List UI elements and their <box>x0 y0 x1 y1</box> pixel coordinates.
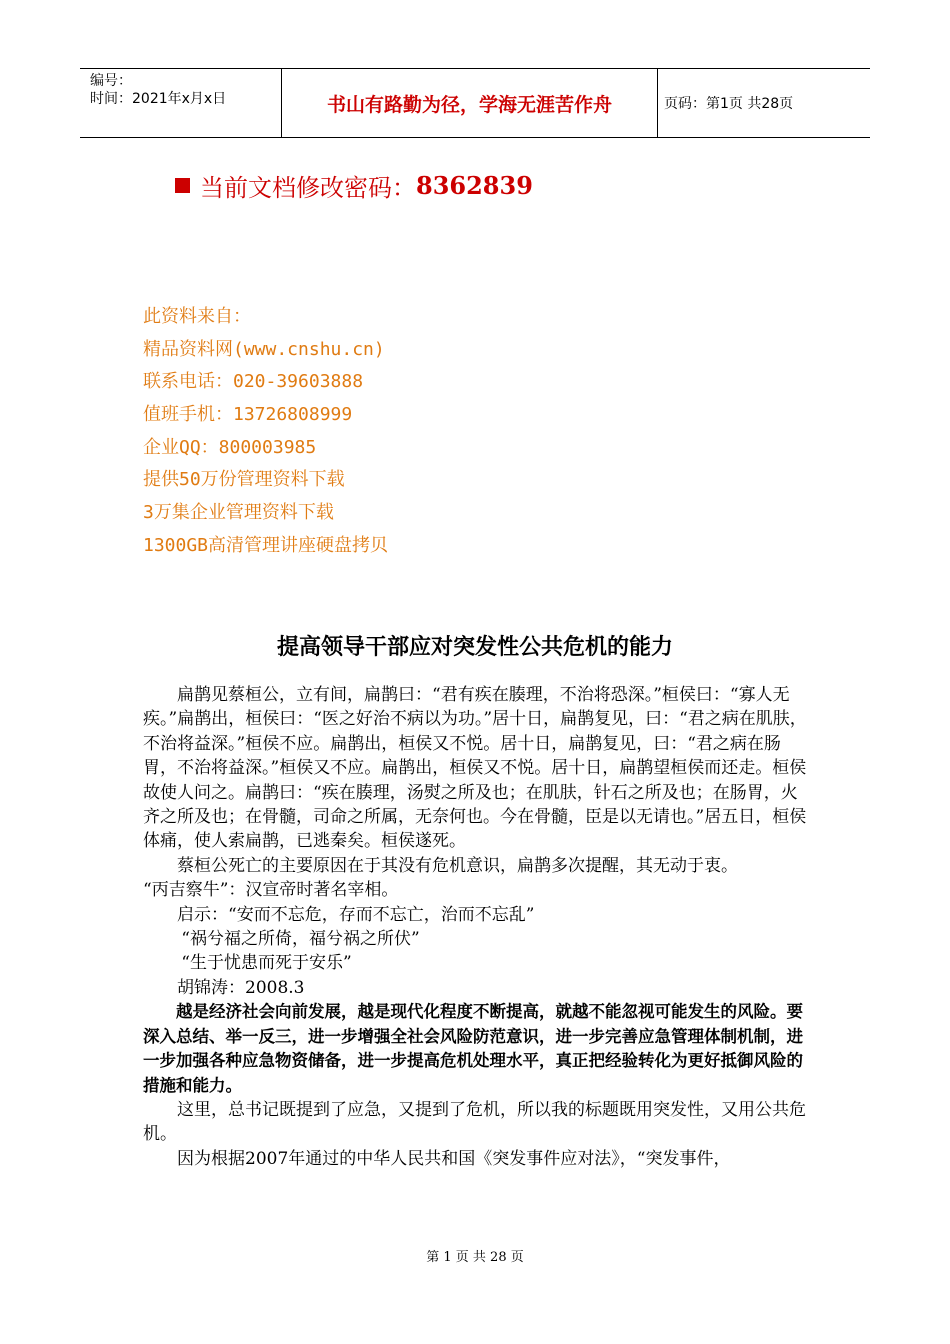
paragraph: 这里，总书记既提到了应急，又提到了危机，所以我的标题既用突发性，又用公共危机。 <box>143 1099 806 1145</box>
page-footer: 第 1 页 共 28 页 <box>426 1250 524 1265</box>
paragraph: 启示：“安而不忘危，存而不忘亡，治而不忘乱” <box>177 904 535 925</box>
article-body <box>143 683 813 1171</box>
source-mobile: 值班手机：13726808999 <box>143 404 353 426</box>
source-phone: 联系电话：020-39603888 <box>143 371 364 393</box>
source-info-block <box>143 303 388 565</box>
quote-line: “祸兮福之所倚，福兮祸之所伏” <box>181 929 420 950</box>
paragraph: “丙吉察牛”：汉宣帝时著名宰相。 <box>143 880 399 901</box>
document-number: 编号： <box>90 73 132 89</box>
paragraph: 因为根据2007年通过的中华人民共和国《突发事件应对法》，“突发事件， <box>177 1148 731 1169</box>
paragraph: 扁鹊见蔡桓公，立有间，扁鹊曰：“君有疾在腠理，不治将恐深。”桓侯曰：“寡人无疾。”扁鹊出，桓侯曰：“医之好治不病以为功。”居十日，扁鹊复见，曰：“君之病在肌肤，不治将益深。”桓侯不应。扁鹊出，桓侯又不悦。居十日，扁鹊复见，曰：“君之病在肠胃，不治将益深。”桓侯又不应。扁鹊出，桓侯又不悦。居十日，扁鹊望桓侯而还走。桓侯故使人问之。扁鹊曰：“疾在腠理，汤熨之所及也；在肌肤，针石之所及也；在肠胃，火齐之所及也；在骨髓，司命之所属，无奈何也。今在骨髓，臣是以无请也。”居五日，桓侯体痛，使人索扁鹊，已逃秦矣。桓侯遂死。 <box>143 685 807 852</box>
password-notice <box>175 168 533 203</box>
paragraph: 胡锦涛：2008.3 <box>177 977 305 998</box>
header-motto: 书山有路勤为径，学海无涯苦作舟 <box>282 69 658 137</box>
source-line: 3万集企业管理资料下载 <box>143 502 334 524</box>
source-line: 此资料来自： <box>143 306 251 327</box>
header-meta <box>80 69 282 137</box>
source-website: 精品资料网(www.cnshu.cn) <box>143 338 385 360</box>
password-code: 8362839 <box>416 171 533 200</box>
password-label: 当前文档修改密码： <box>200 174 416 202</box>
header-page-info: 页码：第1页 共28页 <box>664 96 794 112</box>
source-line: 提供50万份管理资料下载 <box>143 469 345 491</box>
source-line: 1300GB高清管理讲座硬盘拷贝 <box>143 534 389 556</box>
document-time: 时间：2021年x月x日 <box>90 91 227 107</box>
paragraph: 蔡桓公死亡的主要原因在于其没有危机意识，扁鹊多次提醒，其无动于衷。 <box>177 855 738 876</box>
page-header <box>80 68 870 138</box>
quote-line: “生于忧患而死于安乐” <box>181 953 352 974</box>
source-qq: 企业QQ：800003985 <box>143 436 317 458</box>
article-title: 提高领导干部应对突发性公共危机的能力 <box>276 635 673 660</box>
square-bullet-icon <box>175 178 190 193</box>
bold-quote-paragraph: 越是经济社会向前发展，越是现代化程度不断提高，就越不能忽视可能发生的风险。要深入总结、举一反三，进一步增强全社会风险防范意识，进一步完善应急管理体制机制，进一步加强各种应急物资储备，进一步提高危机处理水平，真正把经验转化为更好抵御风险的措施和能力。 <box>143 1002 803 1095</box>
